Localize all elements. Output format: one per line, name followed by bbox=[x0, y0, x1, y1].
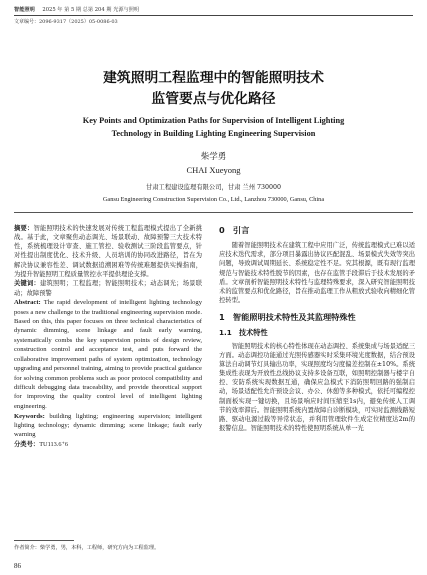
section-0-heading: 0 引言 bbox=[219, 225, 250, 235]
title-chinese bbox=[0, 68, 427, 110]
abstract-cn: 摘要：智能照明技术的快速发展对传统工程监理模式提出了全新挑战。基于此，文章聚焦动态调光、场景联动、故障预警三大技术特性，系统梳理设计审查、施工管控、验收测试三阶段监管要点，针对性提出制度优化、技术升级、人员培训的协同改进路径，旨在为解决协议兼容性差、调试数据追溯困难等传统难题提供实操指南，为提升智能照明工程质量管控水平提供理论支撑。 bbox=[14, 225, 203, 278]
section-1-1-heading: 1.1 技术特性 bbox=[219, 328, 268, 338]
section-1-heading: 1 智能照明技术特性及其监理特殊性 bbox=[219, 312, 356, 323]
abstract-column bbox=[14, 224, 202, 450]
classification: 分类号：TU113.6⁺6 bbox=[14, 441, 68, 449]
author-footnote: 作者简介：柴学勇，男，本科，工程师，研究方向为工程监理。 bbox=[14, 545, 160, 551]
abstract-en: Abstract: The rapid development of intelligent lighting technology poses a new challenge to the traditional engineering supervision mode. Based on this, this paper focuses on three technical characteristics of dynamic dimming, scene linkage and fault early warning, systematically combs the key supervision points of design review, construction control and acceptance test, and puts forward the collaborative improvement paths of system optimization, technology upgrading and personnel training, aiming to provide practical guidance for solving common problems such as poor protocol compatibility and difficult debugging data traceability, and provide theoretical support for improving the quality control level of intelligent lighting engineering. bbox=[14, 299, 202, 410]
affiliation-english: Gansu Engineering Construction Supervision Co., Ltd., Lanzhou 730000, Gansu, China bbox=[102, 196, 325, 203]
running-header bbox=[14, 6, 413, 13]
section-1-1-paragraph: 智能照明技术的核心特性体现在动态调控、系统集成与场景适配三方面。动态调控功能通过光照传感器实时采集环境光度数据，结合预设算法自动调节灯具输出功率，实现照度均匀度偏差控制在±10%。系统集成性表现为开放性总线协议支持多设备互联，如照明控制器与楼宇自控、安防系统实现数据互通，确保应急模式下消防照明回路的强制启动，场景适配性允许预设会议、办公、休憩等多种模式，依托可编程控制面板实现一键切换，且场景响应时间压缩至1s内，避免传统人工调节的效率滞后。智能照明系统内置故障自诊断模块，可实时监测线路短路、驱动电源过载等异常状态，并利用管理软件生成定位精度达2m的报警信息。智能照明技术的特性使照明系统从单一光 bbox=[219, 342, 415, 432]
title-cn-line-2: 监管要点与优化路径 bbox=[151, 91, 276, 107]
author-english: CHAI Xueyong bbox=[186, 165, 241, 175]
page-number: 86 bbox=[14, 562, 21, 570]
title-en-line-2: Technology in Building Lighting Engineering Supervision bbox=[111, 129, 316, 138]
issue-info: 2025 年 第 5 期 总第 204 期 光源与照明 bbox=[42, 7, 140, 13]
title-en-line-1: Key Points and Optimization Paths for Supervision of Intelligent Lighting bbox=[82, 116, 345, 125]
header-rule bbox=[14, 15, 413, 16]
title-cn-line-1: 建筑照明工程监理中的智能照明技术 bbox=[103, 70, 324, 86]
title-english bbox=[30, 114, 397, 140]
keywords-cn: 关键词：建筑照明；工程监理；智能照明技术；动态调光；场景联动；故障预警 bbox=[14, 280, 203, 297]
section-0-paragraph: 随着智能照明技术在建筑工程中应用广泛，传统监理模式已难以适应技术迭代需求，部分项目暴露出协议匹配混乱、场景模式失效等突出问题，导致调试周期延长、系统稳定性不足。究其根源，既有现行监理规范与智能技术特性脱节的因素，也存在监管手段滞后于技术发展的矛盾。文章剖析智能照明技术特性与监理特殊要求，深入研究智能照明技术的监管要点和优化路径，旨在推动监理工作从粗放式验收向精细化管控转型。 bbox=[219, 242, 415, 305]
keywords-en: Keywords: building lighting; engineering supervision; intelligent lighting technology; dynamic dimming; scene linkage; fault early warning bbox=[14, 412, 202, 439]
body-column bbox=[219, 224, 415, 433]
section-divider bbox=[14, 212, 413, 213]
author-chinese: 柴学勇 bbox=[200, 152, 227, 162]
journal-name: 智能照明 bbox=[14, 7, 35, 13]
affiliation-chinese: 甘肃工程建设监理有限公司，甘肃 兰州 730000 bbox=[145, 184, 282, 191]
doc-number: 文章编号：2096-9317（2025）05-0086-03 bbox=[14, 19, 118, 25]
footnote-rule bbox=[14, 540, 74, 541]
